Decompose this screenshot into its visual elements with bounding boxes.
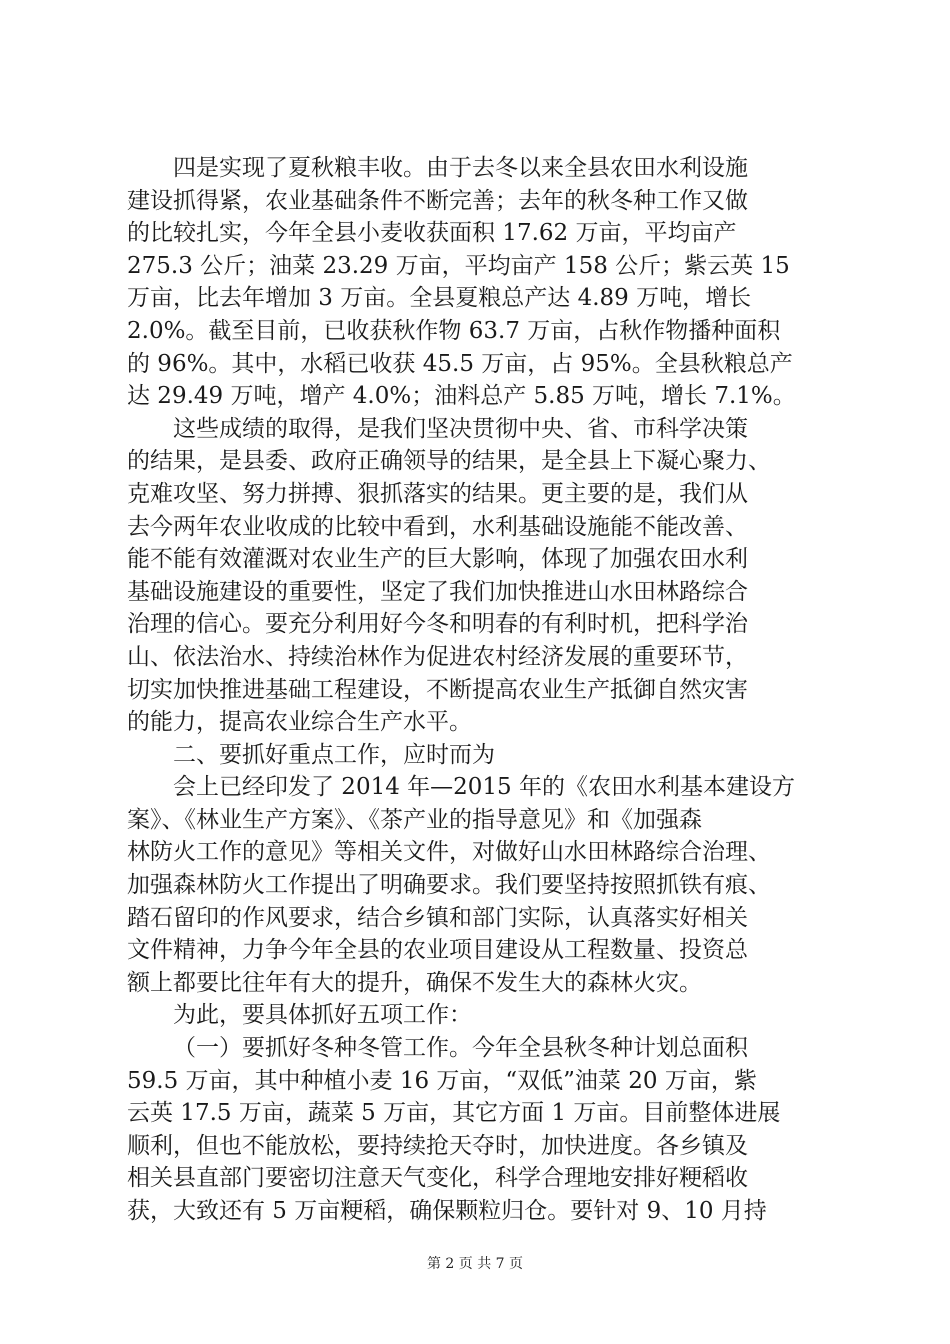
text-line: 为此，要具体抓好五项工作：: [173, 1002, 472, 1029]
text-line: 万亩，比去年增加 3 万亩。全县夏粮总产达 4.89 万吨，增长: [127, 285, 752, 312]
page-footer: 第 2 页 共 7 页: [426, 1256, 524, 1272]
text-line: （一）要抓好冬种冬管工作。今年全县秋冬种计划总面积: [173, 1035, 748, 1062]
text-line: 的能力，提高农业综合生产水平。: [127, 709, 472, 736]
text-line: 四是实现了夏秋粮丰收。由于去冬以来全县农田水利设施: [173, 155, 748, 181]
text-line: 文件精神，力争今年全县的农业项目建设从工程数量、投资总: [127, 937, 748, 964]
text-line: 去今两年农业收成的比较中看到，水利基础设施能不能改善、: [127, 513, 748, 540]
text-line: 的 96%。其中，水稻已收获 45.5 万亩，占 95%。全县秋粮总产: [127, 350, 793, 377]
text-line: 切实加快推进基础工程建设，不断提高农业生产抵御自然灾害: [127, 676, 748, 703]
text-line: 顺利，但也不能放松，要持续抢天夺时，加快进度。各乡镇及: [127, 1132, 748, 1159]
text-line: 踏石留印的作风要求，结合乡镇和部门实际，认真落实好相关: [127, 904, 748, 931]
text-line: 治理的信心。要充分利用好今冬和明春的有利时机，把科学治: [127, 611, 748, 638]
text-line: 能不能有效灌溉对农业生产的巨大影响，体现了加强农田水利: [127, 546, 748, 573]
text-line: 达 29.49 万吨，增产 4.0%；油料总产 5.85 万吨，增长 7.1%。: [127, 383, 796, 410]
text-line: 加强森林防火工作提出了明确要求。我们要坚持按照抓铁有痕、: [127, 872, 771, 899]
text-line: 基础设施建设的重要性，坚定了我们加快推进山水田林路综合: [127, 578, 748, 605]
text-line: 建设抓得紧，农业基础条件不断完善；去年的秋冬种工作又做: [127, 187, 748, 214]
text-line: 这些成绩的取得，是我们坚决贯彻中央、省、市科学决策: [173, 415, 748, 442]
text-line: 2.0%。截至目前，已收获秋作物 63.7 万亩，占秋作物播种面积: [127, 317, 781, 344]
text-line: 相关县直部门要密切注意天气变化，科学合理地安排好粳稻收: [127, 1165, 748, 1192]
text-line: 获，大致还有 5 万亩粳稻，确保颗粒归仓。要针对 9、10 月持: [127, 1198, 767, 1224]
text-line: 林防火工作的意见》等相关文件，对做好山水田林路综合治理、: [127, 839, 771, 866]
text-line: 275.3 公斤；油菜 23.29 万亩，平均亩产 158 公斤；紫云英 15: [127, 252, 790, 279]
text-line: 案》、《林业生产方案》、《茶产业的指导意见》和《加强森: [127, 806, 702, 833]
text-line: 山、依法治水、持续治林作为促进农村经济发展的重要环节，: [127, 643, 748, 670]
text-line: 云英 17.5 万亩，蔬菜 5 万亩，其它方面 1 万亩。目前整体进展: [127, 1100, 781, 1127]
text-line: 二、要抓好重点工作，应时而为: [173, 741, 495, 768]
text-line: 额上都要比往年有大的提升，确保不发生大的森林火灾。: [127, 969, 702, 996]
text-line: 的结果，是县委、政府正确领导的结果，是全县上下凝心聚力、: [127, 448, 771, 475]
text-line: 克难攻坚、努力拼搏、狠抓落实的结果。更主要的是，我们从: [127, 480, 748, 507]
text-line: 59.5 万亩，其中种植小麦 16 万亩，“双低”油菜 20 万亩，紫: [127, 1067, 757, 1094]
text-line: 会上已经印发了 2014 年—2015 年的《农田水利基本建设方: [173, 774, 795, 801]
document-body: [127, 152, 832, 1228]
text-line: 的比较扎实，今年全县小麦收获面积 17.62 万亩，平均亩产: [127, 220, 737, 247]
